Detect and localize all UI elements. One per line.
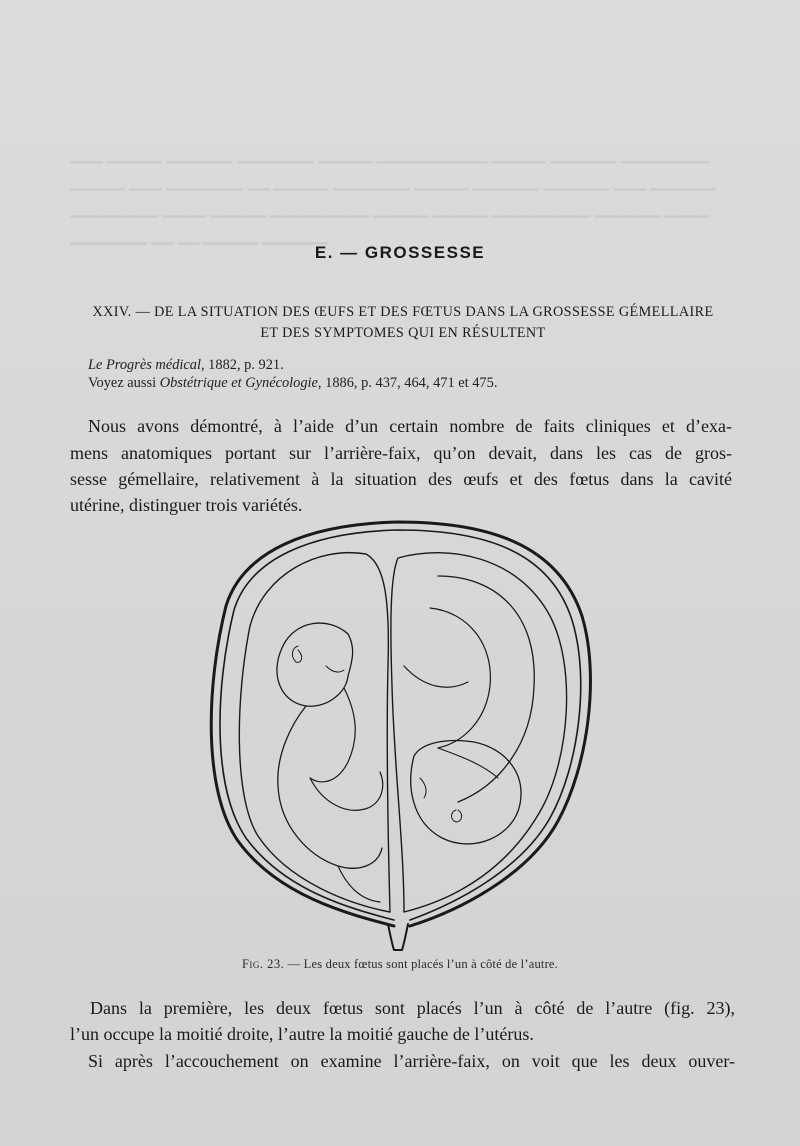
reference-1 xyxy=(88,357,284,374)
reference-1-journal: Le Progrès médical, xyxy=(88,357,205,373)
reference-2-prefix: Voyez aussi xyxy=(88,375,160,391)
paragraph-1-line-3: sesse gémellaire, relativement à la situation des œufs et des fœtus dans la cavité xyxy=(70,469,732,489)
figure-caption-text: — Les deux fœtus sont placés l’un à côté de l’autre. xyxy=(284,957,559,971)
paragraph-1-line-4: utérine, distinguer trois variétés. xyxy=(70,495,303,515)
section-title: E. — GROSSESSE xyxy=(314,243,486,262)
figure-label: Fig. 23. xyxy=(241,957,285,971)
bleed-through-text: ▁▁▁ ▁▁▁▁▁ ▁▁▁▁▁▁ ▁▁▁▁▁▁▁ ▁▁▁▁▁ ▁▁▁▁▁▁▁▁▁▁ ▁▁▁▁▁ ▁▁▁▁▁▁ ▁▁▁▁▁▁▁▁ ▁▁▁▁▁ ▁▁▁ ▁▁▁▁▁▁▁ ▁▁ ▁▁▁▁▁ ▁▁▁▁▁▁▁ ▁▁▁▁▁ ▁▁▁▁▁▁ ▁▁▁▁▁▁ ▁▁▁ ▁▁▁▁▁▁ ▁▁▁▁▁▁▁▁ ▁▁▁▁ ▁▁▁▁▁ ▁▁▁▁▁▁▁▁▁ ▁▁▁▁▁ ▁▁▁▁▁ ▁▁▁▁▁▁▁▁▁ ▁▁▁▁▁▁ ▁▁▁▁ ▁▁▁▁▁▁▁ ▁▁ ▁▁ ▁▁▁▁▁ ▁▁▁▁▁▁ xyxy=(70,149,717,245)
reference-1-details: 1882, p. 921. xyxy=(204,357,284,373)
article-title-line-2: ET DES SYMPTOMES QUI EN RÉSULTENT xyxy=(260,325,546,341)
figure-caption xyxy=(0,957,800,972)
paragraph-2-line-2: l’un occupe la moitié droite, l’autre la moitié gauche de l’utérus. xyxy=(70,1024,534,1044)
reference-2-journal: Obstétrique et Gynécologie, xyxy=(159,375,322,391)
paragraph-3-line-1: Si après l’accouchement on examine l’arrière-faix, on voit que les deux ouver- xyxy=(88,1051,735,1071)
twin-fetuses-illustration xyxy=(198,516,606,956)
article-title xyxy=(66,302,740,344)
reference-2-details: 1886, p. 437, 464, 471 et 475. xyxy=(321,375,498,391)
paragraph-2-line-1: Dans la première, les deux fœtus sont placés l’un à côté de l’autre (fig. 23), xyxy=(90,998,735,1018)
reference-2 xyxy=(88,375,497,392)
paragraph-1-line-1: Nous avons démontré, à l’aide d’un certain nombre de faits cliniques et d’exa- xyxy=(88,416,732,436)
paragraph-1-line-2: mens anatomiques portant sur l’arrière-faix, qu’on devait, dans les cas de gros- xyxy=(70,443,732,463)
article-title-line-1: XXIV. — DE LA SITUATION DES ŒUFS ET DES FŒTUS DANS LA GROSSESSE GÉMELLAIRE xyxy=(92,304,714,320)
